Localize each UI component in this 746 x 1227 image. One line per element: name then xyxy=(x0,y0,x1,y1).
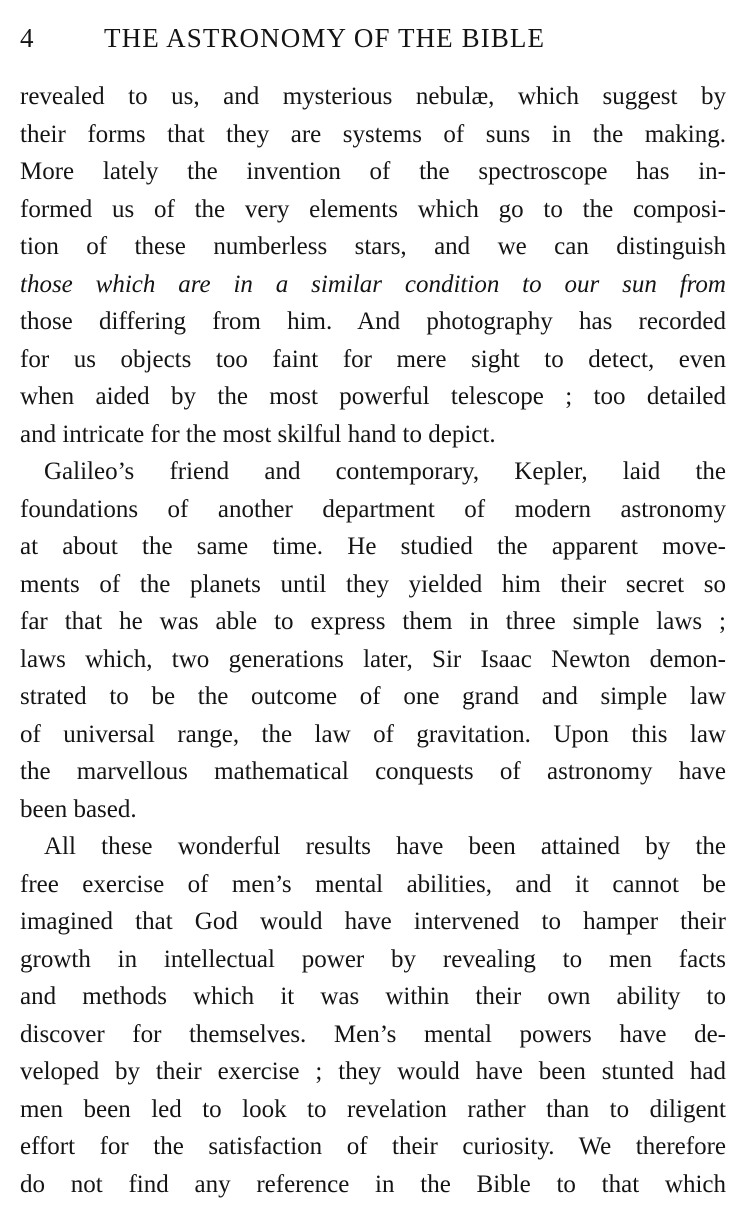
text-line: ments of the planets until they yielded him their secret so xyxy=(20,570,726,598)
text-line: at about the same time. He studied the apparent move- xyxy=(20,533,726,560)
text-line: discover for themselves. Men’s mental powers have de- xyxy=(20,1020,726,1048)
text-line: those differing from him. And photography has recorded xyxy=(20,308,726,335)
text-line: veloped by their exercise ; they would have been stunted had xyxy=(20,1058,726,1085)
text-line: far that he was able to express them in three simple laws ; xyxy=(20,608,726,635)
text-line: growth in intellectual power by revealing to men facts xyxy=(20,945,726,973)
text-line: formed us of the very elements which go to the composi- xyxy=(20,195,726,223)
text-line: revealed to us, and mysterious nebulæ, which suggest by xyxy=(20,83,726,110)
text-line: and methods which it was within their own ability to xyxy=(20,983,726,1010)
text-line: More lately the invention of the spectroscope has in- xyxy=(20,158,726,185)
paragraph-2 xyxy=(20,453,726,828)
text-line: for us objects too faint for mere sight to detect, even xyxy=(20,345,726,373)
text-line: men been led to look to revelation rather than to diligent xyxy=(20,1095,726,1123)
text-line: do not find any reference in the Bible to that which xyxy=(20,1170,726,1198)
paragraph-3 xyxy=(20,828,726,1203)
text-line: and intricate for the most skilful hand to depict. xyxy=(20,420,496,448)
text-line: Galileo’s friend and contemporary, Kepler, laid the xyxy=(44,458,726,485)
text-line: those which are in a similar condition to our sun from xyxy=(20,270,726,298)
text-line: their forms that they are systems of suns in the making. xyxy=(20,120,726,148)
paragraph-1 xyxy=(20,78,726,453)
page-number: 4 xyxy=(20,23,34,53)
text-line: strated to be the outcome of one grand and simple law xyxy=(20,683,726,710)
page-header xyxy=(20,20,726,56)
text-line: All these wonderful results have been attained by the xyxy=(44,833,726,860)
text-line: imagined that God would have intervened to hamper their xyxy=(20,908,726,935)
text-line: foundations of another department of modern astronomy xyxy=(20,495,726,523)
text-line: tion of these numberless stars, and we can distinguish xyxy=(20,233,726,260)
text-line: laws which, two generations later, Sir Isaac Newton demon- xyxy=(20,645,726,673)
text-line: been based. xyxy=(20,795,137,823)
text-line: the marvellous mathematical conquests of astronomy have xyxy=(20,758,726,785)
text-line: when aided by the most powerful telescope ; too detailed xyxy=(20,383,726,410)
text-line: free exercise of men’s mental abilities, and it cannot be xyxy=(20,870,726,898)
body-text xyxy=(20,78,726,1203)
running-title: THE ASTRONOMY OF THE BIBLE xyxy=(104,23,546,53)
text-line: of universal range, the law of gravitation. Upon this law xyxy=(20,720,726,748)
text-line: effort for the satisfaction of their curiosity. We therefore xyxy=(20,1133,726,1160)
